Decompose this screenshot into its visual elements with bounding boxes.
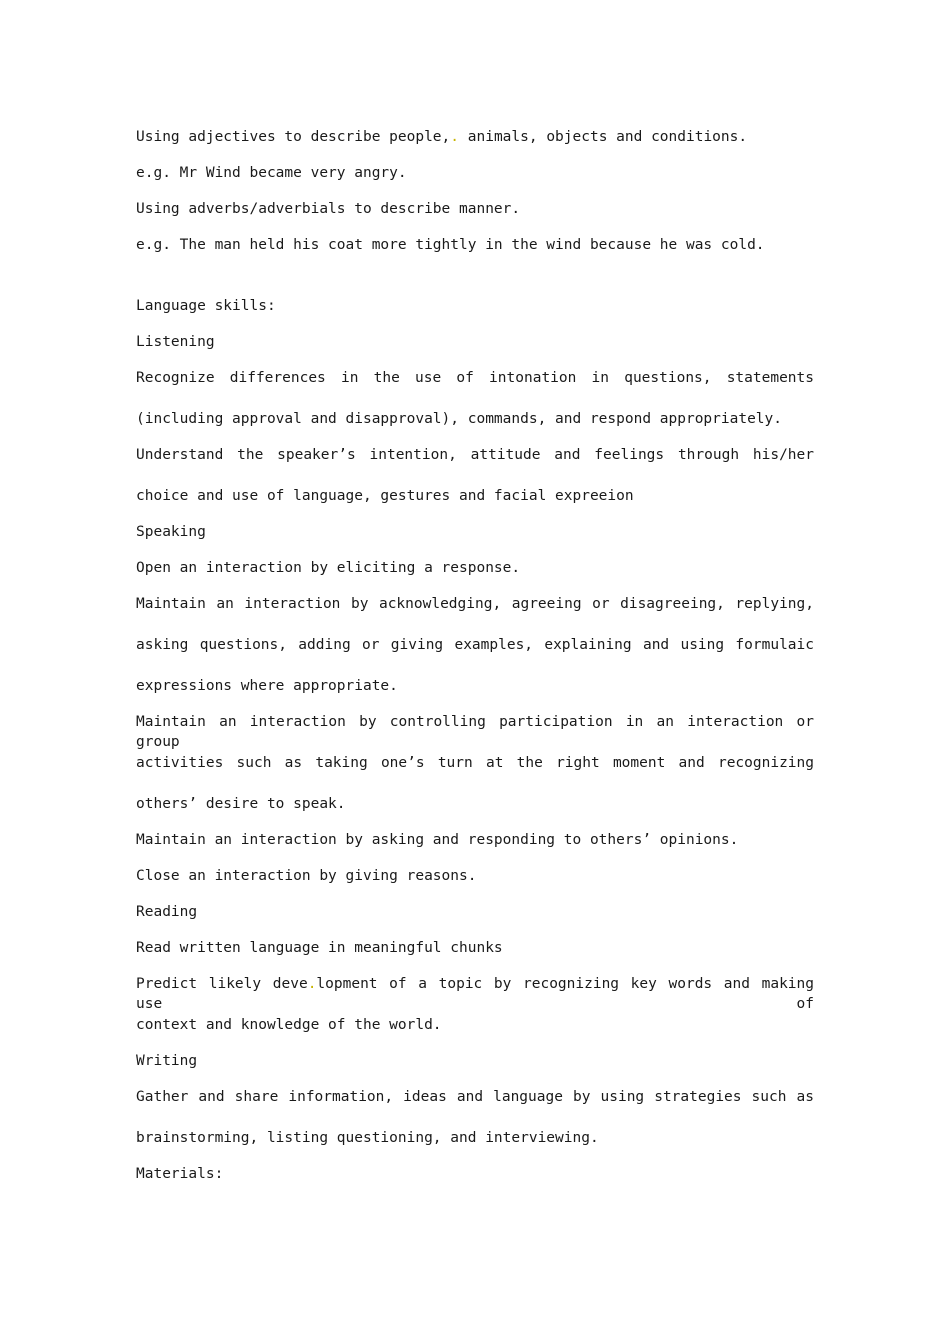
section-heading: Language skills:	[136, 298, 276, 314]
text-line: Using adjectives to describe people,. animals, objects and conditions.	[136, 129, 748, 145]
edit-mark: .	[450, 129, 460, 145]
text-line: Gather and share information, ideas and language by using strategies such as	[136, 1089, 814, 1105]
text-line: choice and use of language, gestures and facial expreeion	[136, 488, 634, 504]
text-line: e.g. The man held his coat more tightly in the wind because he was cold.	[136, 237, 765, 253]
text-line: asking questions, adding or giving examples, explaining and using formulaic	[136, 637, 814, 653]
edit-mark: .	[307, 976, 317, 992]
text-line: expressions where appropriate.	[136, 678, 398, 694]
subsection-heading: Listening	[136, 334, 215, 350]
text-line: activities such as taking one’s turn at the right moment and recognizing	[136, 755, 814, 771]
subsection-heading: Speaking	[136, 524, 206, 540]
text-line: Close an interaction by giving reasons.	[136, 868, 477, 884]
text-line: Maintain an interaction by controlling participation in an interaction or group	[136, 714, 814, 750]
text-line: others’ desire to speak.	[136, 796, 346, 812]
text-line: Recognize differences in the use of intonation in questions, statements	[136, 370, 814, 386]
text-line: Maintain an interaction by acknowledging, agreeing or disagreeing, replying,	[136, 596, 814, 612]
text-line: context and knowledge of the world.	[136, 1017, 442, 1033]
text-line: Open an interaction by eliciting a response.	[136, 560, 521, 576]
text-line: Maintain an interaction by asking and responding to others’ opinions.	[136, 832, 739, 848]
text-line: Predict likely deve.lopment of a topic by recognizing key words and making use of	[136, 976, 814, 1012]
text-line: Read written language in meaningful chunks	[136, 940, 503, 956]
text-line: Understand the speaker’s intention, attitude and feelings through his/her	[136, 447, 814, 463]
section-heading: Materials:	[136, 1166, 224, 1182]
text-line: Using adverbs/adverbials to describe manner.	[136, 201, 521, 217]
text-line: (including approval and disapproval), commands, and respond appropriately.	[136, 411, 783, 427]
subsection-heading: Reading	[136, 904, 198, 920]
text-line: brainstorming, listing questioning, and interviewing.	[136, 1130, 599, 1146]
subsection-heading: Writing	[136, 1053, 198, 1069]
text-line: e.g. Mr Wind became very angry.	[136, 165, 407, 181]
